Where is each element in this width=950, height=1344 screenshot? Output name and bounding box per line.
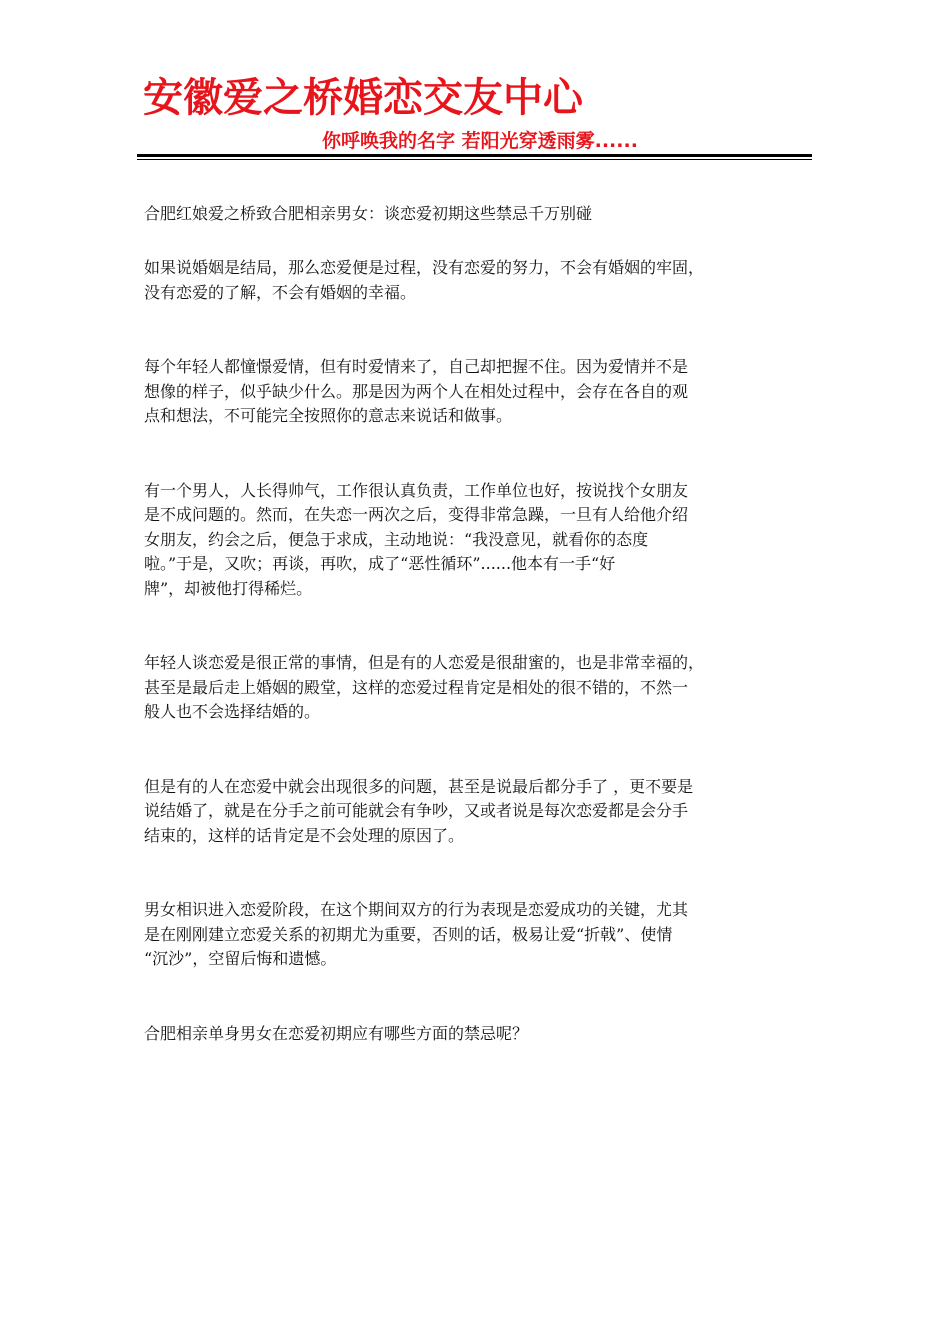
paragraph-line: 年轻人谈恋爱是很正常的事情，但是有的人恋爱是很甜蜜的，也是非常幸福的， <box>144 653 705 672</box>
paragraph-line: 牌”，却被他打得稀烂。 <box>144 578 313 598</box>
paragraph-line: 说结婚了，就是在分手之前可能就会有争吵，又或者说是每次恋爱都是会分手 <box>144 801 689 820</box>
article-title: 合肥红娘爱之桥致合肥相亲男女：谈恋爱初期这些禁忌千万别碰 <box>144 204 593 223</box>
paragraph-line: 般人也不会选择结婚的。 <box>144 702 321 721</box>
paragraph-6 <box>144 898 812 972</box>
header-divider-thick <box>137 154 812 157</box>
paragraph-line: 结束的，这样的话肯定是不会处理的原因了。 <box>144 825 465 845</box>
paragraph-line: 甚至是最后走上婚姻的殿堂，这样的恋爱过程肯定是相处的很不错的，不然一 <box>144 677 689 697</box>
brand-slogan: 你呼唤我的名字 若阳光穿透雨雾...... <box>322 130 638 152</box>
brand-title: 安徽爱之桥婚恋交友中心 <box>143 75 583 121</box>
paragraph-line: 没有恋爱的了解，不会有婚姻的幸福。 <box>144 282 417 302</box>
paragraph-line: 是在刚刚建立恋爱关系的初期尤为重要，否则的话，极易让爱“折戟”、使情 <box>144 924 673 944</box>
article-body <box>144 201 812 1046</box>
header-divider-thin <box>137 159 812 160</box>
paragraph-1 <box>144 256 812 305</box>
paragraph-line: 想像的样子，似乎缺少什么。那是因为两个人在相处过程中，会存在各自的观 <box>144 381 689 401</box>
paragraph-line: 是不成问题的。然而，在失恋一两次之后，变得非常急躁，一旦有人给他介绍 <box>144 505 689 524</box>
paragraph-line: 女朋友，约会之后，便急于求成，主动地说：“我没意见，就看你的态度 <box>144 529 649 549</box>
paragraph-line: “沉沙”，空留后悔和遗憾。 <box>144 949 337 968</box>
paragraph-line: 有一个男人，人长得帅气，工作很认真负责，工作单位也好，按说找个女朋友 <box>144 480 689 500</box>
paragraph-line: 点和想法，不可能完全按照你的意志来说话和做事。 <box>144 406 513 425</box>
paragraph-4 <box>144 651 812 725</box>
page-header <box>0 0 950 170</box>
paragraph-5 <box>144 775 812 849</box>
paragraph-3 <box>144 479 812 602</box>
closing-question: 合肥相亲单身男女在恋爱初期应有哪些方面的禁忌呢？ <box>144 1023 529 1043</box>
paragraph-2 <box>144 355 812 429</box>
paragraph-line: 如果说婚姻是结局，那么恋爱便是过程，没有恋爱的努力，不会有婚姻的牢固， <box>144 258 705 277</box>
paragraph-line: 男女相识进入恋爱阶段，在这个期间双方的行为表现是恋爱成功的关键，尤其 <box>144 900 689 919</box>
paragraph-line: 啦。”于是，又吹；再谈，再吹，成了“恶性循环”......他本有一手“好 <box>144 554 616 573</box>
paragraph-line: 但是有的人在恋爱中就会出现很多的问题，甚至是说最后都分手了 ，更不要是 <box>144 776 694 796</box>
paragraph-line: 每个年轻人都憧憬爱情，但有时爱情来了，自己却把握不住。因为爱情并不是 <box>144 357 689 376</box>
